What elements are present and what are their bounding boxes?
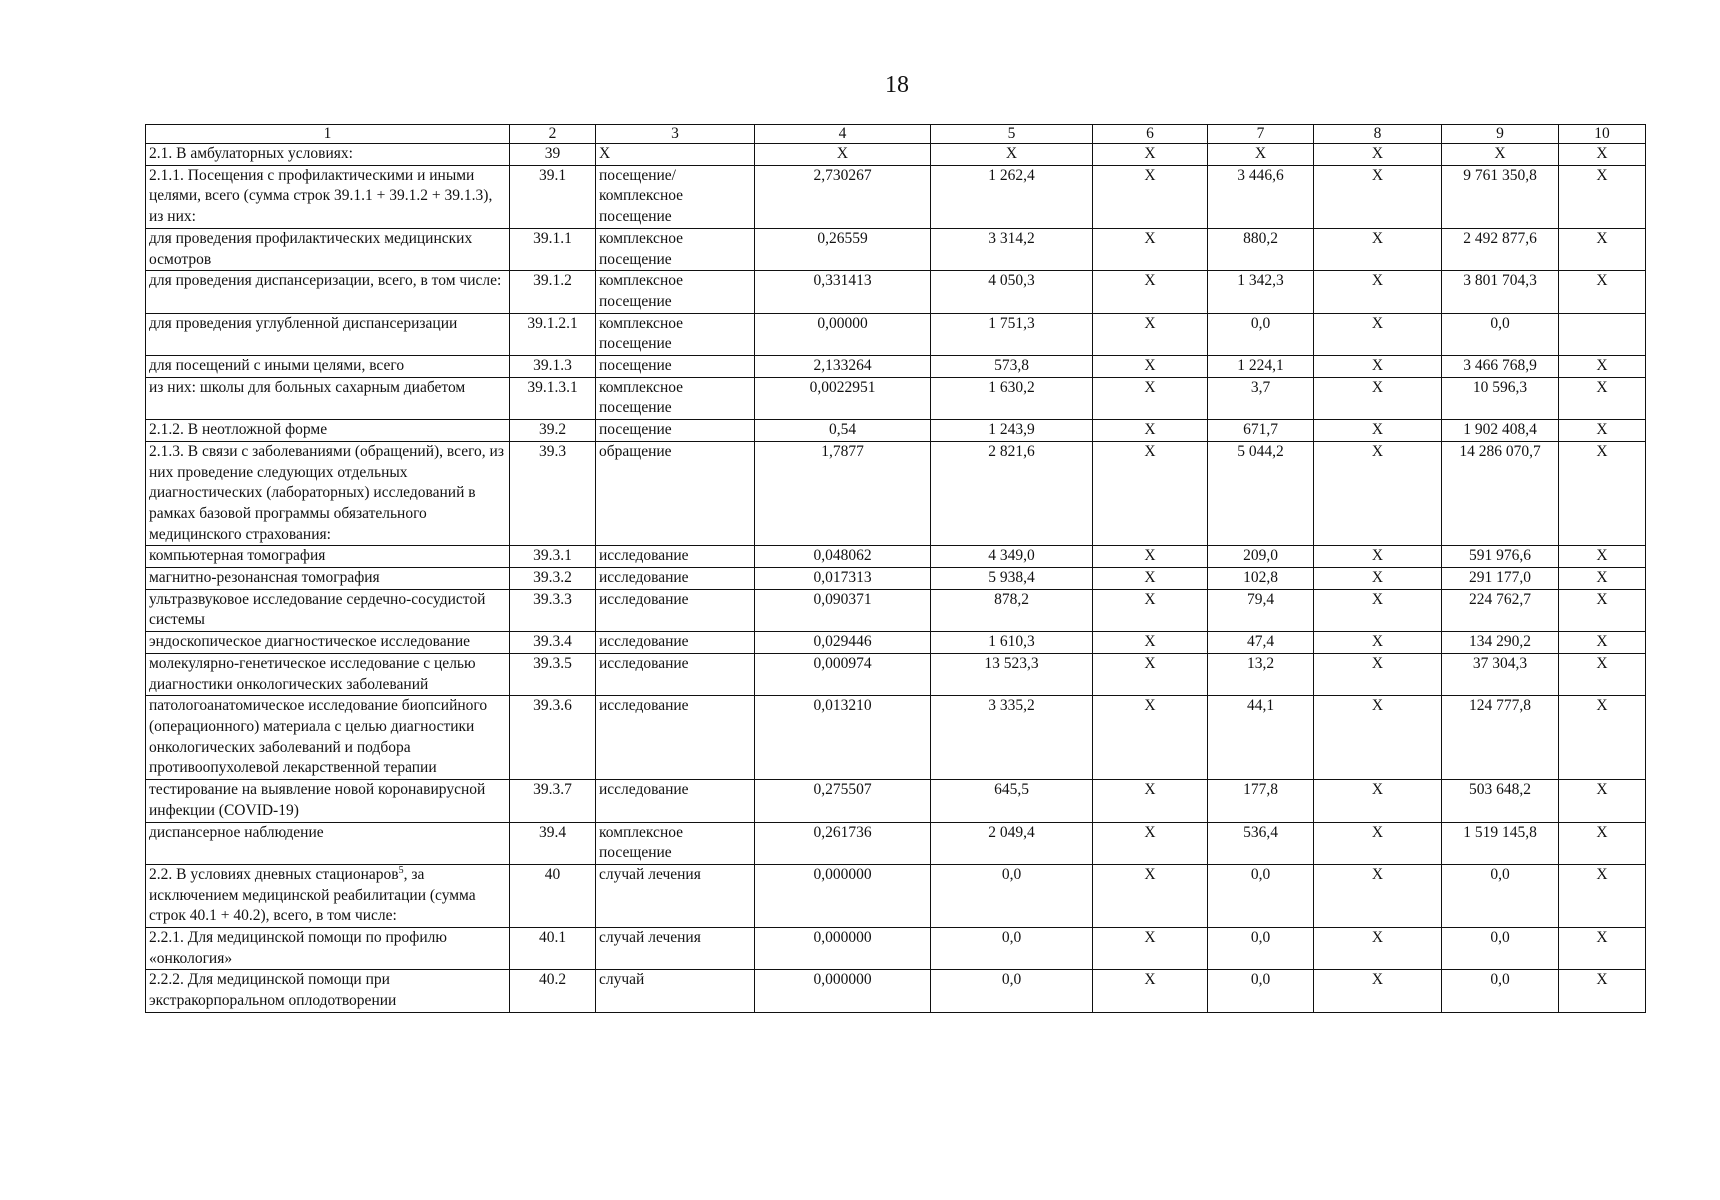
cell-col-9: 3 801 704,3 xyxy=(1442,271,1559,313)
cell-col-8: Х xyxy=(1314,780,1442,822)
row-label: 2.1. В амбулаторных условиях: xyxy=(146,144,510,166)
cell-col-6: Х xyxy=(1093,589,1208,631)
cell-col-7: 209,0 xyxy=(1208,546,1314,568)
column-number: 5 xyxy=(931,125,1093,144)
cell-col-9: 0,0 xyxy=(1442,970,1559,1012)
cell-col-6: Х xyxy=(1093,313,1208,355)
cell-col-8: Х xyxy=(1314,970,1442,1012)
column-number: 7 xyxy=(1208,125,1314,144)
column-number: 9 xyxy=(1442,125,1559,144)
row-label-text: 2.2. В условиях дневных стационаров xyxy=(149,865,399,883)
column-number-row xyxy=(146,125,1646,144)
row-label: 2.2.2. Для медицинской помощи при экстракорпоральном оплодотворении xyxy=(146,970,510,1012)
row-code: 39 xyxy=(510,144,596,166)
cell-col-10: Х xyxy=(1559,822,1646,864)
cell-col-7: 79,4 xyxy=(1208,589,1314,631)
cell-col-6: Х xyxy=(1093,377,1208,419)
cell-col-8: Х xyxy=(1314,696,1442,780)
cell-col-8: Х xyxy=(1314,822,1442,864)
unit-cell: исследование xyxy=(596,632,755,654)
cell-col-5: 13 523,3 xyxy=(931,653,1093,695)
cell-col-4: 0,017313 xyxy=(755,568,931,590)
cell-col-4: 0,090371 xyxy=(755,589,931,631)
cell-col-5: 878,2 xyxy=(931,589,1093,631)
cell-col-5: 5 938,4 xyxy=(931,568,1093,590)
footnote-marker: 5 xyxy=(398,864,404,876)
cell-col-5: 3 314,2 xyxy=(931,228,1093,270)
table-row xyxy=(146,970,1646,1012)
cell-col-10 xyxy=(1559,313,1646,355)
row-label: молекулярно-генетическое исследование с целью диагностики онкологических заболеваний xyxy=(146,653,510,695)
row-label: 2.1.2. В неотложной форме xyxy=(146,420,510,442)
row-code: 39.3.1 xyxy=(510,546,596,568)
cell-col-10: Х xyxy=(1559,568,1646,590)
cell-col-8: Х xyxy=(1314,441,1442,546)
table-row xyxy=(146,441,1646,546)
cell-col-10: Х xyxy=(1559,928,1646,970)
page-number: 18 xyxy=(885,72,909,98)
table-row xyxy=(146,653,1646,695)
cell-col-8: Х xyxy=(1314,420,1442,442)
cell-col-9: 1 902 408,4 xyxy=(1442,420,1559,442)
table-row xyxy=(146,822,1646,864)
cell-col-8: Х xyxy=(1314,144,1442,166)
cell-col-10: Х xyxy=(1559,420,1646,442)
cell-col-9: 1 519 145,8 xyxy=(1442,822,1559,864)
unit-cell: исследование xyxy=(596,568,755,590)
table-row xyxy=(146,780,1646,822)
cell-col-6: Х xyxy=(1093,546,1208,568)
table-row xyxy=(146,420,1646,442)
cell-col-4: 2,133264 xyxy=(755,356,931,378)
row-label-continuation: , за исключением медицинской реабилитации (сумма строк 40.1 + 40.2), всего, в том числе: xyxy=(149,865,476,925)
cell-col-9: 2 492 877,6 xyxy=(1442,228,1559,270)
row-code: 39.1.2.1 xyxy=(510,313,596,355)
row-label: для посещений с иными целями, всего xyxy=(146,356,510,378)
cell-col-5: 1 610,3 xyxy=(931,632,1093,654)
column-number: 6 xyxy=(1093,125,1208,144)
column-number: 10 xyxy=(1559,125,1646,144)
cell-col-7: 1 224,1 xyxy=(1208,356,1314,378)
column-number: 3 xyxy=(596,125,755,144)
cell-col-4: 0,275507 xyxy=(755,780,931,822)
unit-cell: Х xyxy=(596,144,755,166)
row-code: 39.3.7 xyxy=(510,780,596,822)
cell-col-6: Х xyxy=(1093,165,1208,228)
unit-cell: комплексное посещение xyxy=(596,228,755,270)
cell-col-10: Х xyxy=(1559,653,1646,695)
unit-cell: исследование xyxy=(596,780,755,822)
cell-col-5: 1 243,9 xyxy=(931,420,1093,442)
cell-col-5: 2 049,4 xyxy=(931,822,1093,864)
unit-cell: комплексное посещение xyxy=(596,313,755,355)
cell-col-10: Х xyxy=(1559,377,1646,419)
cell-col-7: 44,1 xyxy=(1208,696,1314,780)
unit-cell: случай лечения xyxy=(596,928,755,970)
cell-col-7: 880,2 xyxy=(1208,228,1314,270)
unit-cell: посещение xyxy=(596,420,755,442)
cell-col-9: 14 286 070,7 xyxy=(1442,441,1559,546)
cell-col-4: 0,000974 xyxy=(755,653,931,695)
unit-cell: исследование xyxy=(596,653,755,695)
cell-col-9: 10 596,3 xyxy=(1442,377,1559,419)
cell-col-7: 5 044,2 xyxy=(1208,441,1314,546)
row-label: 2.1.1. Посещения с профилактическими и иными целями, всего (сумма строк 39.1.1 + 39.1.2 + 39.1.3), из них: xyxy=(146,165,510,228)
cell-col-7: 47,4 xyxy=(1208,632,1314,654)
table-row xyxy=(146,165,1646,228)
table-row xyxy=(146,228,1646,270)
cell-col-9: 37 304,3 xyxy=(1442,653,1559,695)
table-row xyxy=(146,864,1646,927)
cell-col-5: 645,5 xyxy=(931,780,1093,822)
unit-cell: комплексное посещение xyxy=(596,822,755,864)
cell-col-5: 2 821,6 xyxy=(931,441,1093,546)
cell-col-9: 0,0 xyxy=(1442,313,1559,355)
cell-col-4: 1,7877 xyxy=(755,441,931,546)
cell-col-8: Х xyxy=(1314,165,1442,228)
cell-col-10: Х xyxy=(1559,864,1646,927)
cell-col-7: 0,0 xyxy=(1208,864,1314,927)
row-label: для проведения диспансеризации, всего, в том числе: xyxy=(146,271,510,313)
cell-col-5: 4 349,0 xyxy=(931,546,1093,568)
cell-col-5: 1 751,3 xyxy=(931,313,1093,355)
cell-col-10: Х xyxy=(1559,632,1646,654)
row-code: 39.1.1 xyxy=(510,228,596,270)
cell-col-5: 573,8 xyxy=(931,356,1093,378)
cell-col-7: 3 446,6 xyxy=(1208,165,1314,228)
row-code: 40.2 xyxy=(510,970,596,1012)
cell-col-7: Х xyxy=(1208,144,1314,166)
row-code: 40 xyxy=(510,864,596,927)
row-code: 39.1.2 xyxy=(510,271,596,313)
cell-col-6: Х xyxy=(1093,228,1208,270)
row-label: магнитно-резонансная томография xyxy=(146,568,510,590)
cell-col-7: 0,0 xyxy=(1208,970,1314,1012)
unit-cell: случай лечения xyxy=(596,864,755,927)
row-label xyxy=(146,864,510,927)
cell-col-8: Х xyxy=(1314,653,1442,695)
column-number: 2 xyxy=(510,125,596,144)
cell-col-7: 3,7 xyxy=(1208,377,1314,419)
cell-col-7: 1 342,3 xyxy=(1208,271,1314,313)
cell-col-4: 0,54 xyxy=(755,420,931,442)
table-row xyxy=(146,546,1646,568)
row-code: 39.3.5 xyxy=(510,653,596,695)
cell-col-4: 0,029446 xyxy=(755,632,931,654)
column-number: 8 xyxy=(1314,125,1442,144)
row-label: 2.2.1. Для медицинской помощи по профилю «онкология» xyxy=(146,928,510,970)
table-row xyxy=(146,144,1646,166)
row-code: 39.1.3 xyxy=(510,356,596,378)
cell-col-9: 0,0 xyxy=(1442,928,1559,970)
row-label: ультразвуковое исследование сердечно-сосудистой системы xyxy=(146,589,510,631)
cell-col-6: Х xyxy=(1093,420,1208,442)
cell-col-10: Х xyxy=(1559,165,1646,228)
cell-col-7: 13,2 xyxy=(1208,653,1314,695)
cell-col-4: 0,000000 xyxy=(755,970,931,1012)
row-label: эндоскопическое диагностическое исследование xyxy=(146,632,510,654)
cell-col-10: Х xyxy=(1559,356,1646,378)
row-code: 39.3.6 xyxy=(510,696,596,780)
cell-col-8: Х xyxy=(1314,928,1442,970)
cell-col-8: Х xyxy=(1314,546,1442,568)
cell-col-10: Х xyxy=(1559,228,1646,270)
cell-col-7: 536,4 xyxy=(1208,822,1314,864)
cell-col-5: 0,0 xyxy=(931,864,1093,927)
row-code: 39.1.3.1 xyxy=(510,377,596,419)
row-label: компьютерная томография xyxy=(146,546,510,568)
table-row xyxy=(146,696,1646,780)
cell-col-8: Х xyxy=(1314,356,1442,378)
cell-col-5: 0,0 xyxy=(931,970,1093,1012)
cell-col-9: 291 177,0 xyxy=(1442,568,1559,590)
cell-col-9: 591 976,6 xyxy=(1442,546,1559,568)
row-code: 39.1 xyxy=(510,165,596,228)
cell-col-6: Х xyxy=(1093,144,1208,166)
cell-col-4: 0,000000 xyxy=(755,928,931,970)
row-code: 39.2 xyxy=(510,420,596,442)
row-code: 39.3.4 xyxy=(510,632,596,654)
cell-col-7: 177,8 xyxy=(1208,780,1314,822)
table-row xyxy=(146,377,1646,419)
cell-col-5: 4 050,3 xyxy=(931,271,1093,313)
cell-col-10: Х xyxy=(1559,589,1646,631)
row-code: 39.4 xyxy=(510,822,596,864)
cell-col-6: Х xyxy=(1093,696,1208,780)
cell-col-9: 3 466 768,9 xyxy=(1442,356,1559,378)
unit-cell: обращение xyxy=(596,441,755,546)
table-row xyxy=(146,356,1646,378)
cell-col-4: 2,730267 xyxy=(755,165,931,228)
cell-col-8: Х xyxy=(1314,271,1442,313)
table-row xyxy=(146,589,1646,631)
cell-col-6: Х xyxy=(1093,271,1208,313)
unit-cell: исследование xyxy=(596,589,755,631)
cell-col-6: Х xyxy=(1093,632,1208,654)
cell-col-5: Х xyxy=(931,144,1093,166)
cell-col-8: Х xyxy=(1314,377,1442,419)
row-label: тестирование на выявление новой коронавирусной инфекции (COVID-19) xyxy=(146,780,510,822)
cell-col-6: Х xyxy=(1093,441,1208,546)
cell-col-10: Х xyxy=(1559,970,1646,1012)
table-row xyxy=(146,568,1646,590)
unit-cell: случай xyxy=(596,970,755,1012)
cell-col-6: Х xyxy=(1093,928,1208,970)
cell-col-7: 0,0 xyxy=(1208,928,1314,970)
cell-col-9: 503 648,2 xyxy=(1442,780,1559,822)
row-label: 2.1.3. В связи с заболеваниями (обращений), всего, из них проведение следующих отдельных диагностических (лабораторных) исследований в рамках базовой программы обязательного медицинского страхования: xyxy=(146,441,510,546)
cell-col-8: Х xyxy=(1314,568,1442,590)
cell-col-9: 224 762,7 xyxy=(1442,589,1559,631)
cell-col-4: 0,00000 xyxy=(755,313,931,355)
cell-col-4: 0,26559 xyxy=(755,228,931,270)
cell-col-4: 0,013210 xyxy=(755,696,931,780)
cell-col-7: 102,8 xyxy=(1208,568,1314,590)
table-row xyxy=(146,632,1646,654)
cell-col-10: Х xyxy=(1559,780,1646,822)
cell-col-7: 671,7 xyxy=(1208,420,1314,442)
column-number: 1 xyxy=(146,125,510,144)
cell-col-4: Х xyxy=(755,144,931,166)
cell-col-9: Х xyxy=(1442,144,1559,166)
cell-col-4: 0,261736 xyxy=(755,822,931,864)
cell-col-9: 9 761 350,8 xyxy=(1442,165,1559,228)
cell-col-7: 0,0 xyxy=(1208,313,1314,355)
cell-col-6: Х xyxy=(1093,780,1208,822)
cell-col-10: Х xyxy=(1559,441,1646,546)
table-row xyxy=(146,271,1646,313)
cell-col-5: 1 630,2 xyxy=(931,377,1093,419)
unit-cell: посещение/ комплексное посещение xyxy=(596,165,755,228)
cell-col-6: Х xyxy=(1093,822,1208,864)
unit-cell: комплексное посещение xyxy=(596,271,755,313)
cell-col-9: 0,0 xyxy=(1442,864,1559,927)
cell-col-8: Х xyxy=(1314,632,1442,654)
cell-col-4: 0,048062 xyxy=(755,546,931,568)
cell-col-8: Х xyxy=(1314,589,1442,631)
cell-col-10: Х xyxy=(1559,696,1646,780)
cell-col-9: 124 777,8 xyxy=(1442,696,1559,780)
row-code: 40.1 xyxy=(510,928,596,970)
row-code: 39.3.2 xyxy=(510,568,596,590)
cell-col-6: Х xyxy=(1093,653,1208,695)
cell-col-4: 0,331413 xyxy=(755,271,931,313)
cell-col-4: 0,000000 xyxy=(755,864,931,927)
cell-col-10: Х xyxy=(1559,271,1646,313)
cell-col-8: Х xyxy=(1314,228,1442,270)
cell-col-8: Х xyxy=(1314,864,1442,927)
cell-col-10: Х xyxy=(1559,546,1646,568)
cell-col-9: 134 290,2 xyxy=(1442,632,1559,654)
cell-col-6: Х xyxy=(1093,356,1208,378)
cell-col-5: 0,0 xyxy=(931,928,1093,970)
unit-cell: исследование xyxy=(596,546,755,568)
row-label: для проведения профилактических медицинских осмотров xyxy=(146,228,510,270)
row-code: 39.3.3 xyxy=(510,589,596,631)
data-table xyxy=(145,124,1646,1013)
table-row xyxy=(146,313,1646,355)
cell-col-10: Х xyxy=(1559,144,1646,166)
row-code: 39.3 xyxy=(510,441,596,546)
row-label: для проведения углубленной диспансеризации xyxy=(146,313,510,355)
cell-col-4: 0,0022951 xyxy=(755,377,931,419)
cell-col-6: Х xyxy=(1093,568,1208,590)
cell-col-6: Х xyxy=(1093,970,1208,1012)
column-number: 4 xyxy=(755,125,931,144)
unit-cell: посещение xyxy=(596,356,755,378)
unit-cell: комплексное посещение xyxy=(596,377,755,419)
row-label: диспансерное наблюдение xyxy=(146,822,510,864)
cell-col-6: Х xyxy=(1093,864,1208,927)
cell-col-8: Х xyxy=(1314,313,1442,355)
table-row xyxy=(146,928,1646,970)
row-label: патологоанатомическое исследование биопсийного (операционного) материала с целью диагностики онкологических заболеваний и подбора противоопухолевой лекарственной терапии xyxy=(146,696,510,780)
cell-col-5: 3 335,2 xyxy=(931,696,1093,780)
cell-col-5: 1 262,4 xyxy=(931,165,1093,228)
unit-cell: исследование xyxy=(596,696,755,780)
row-label: из них: школы для больных сахарным диабетом xyxy=(146,377,510,419)
